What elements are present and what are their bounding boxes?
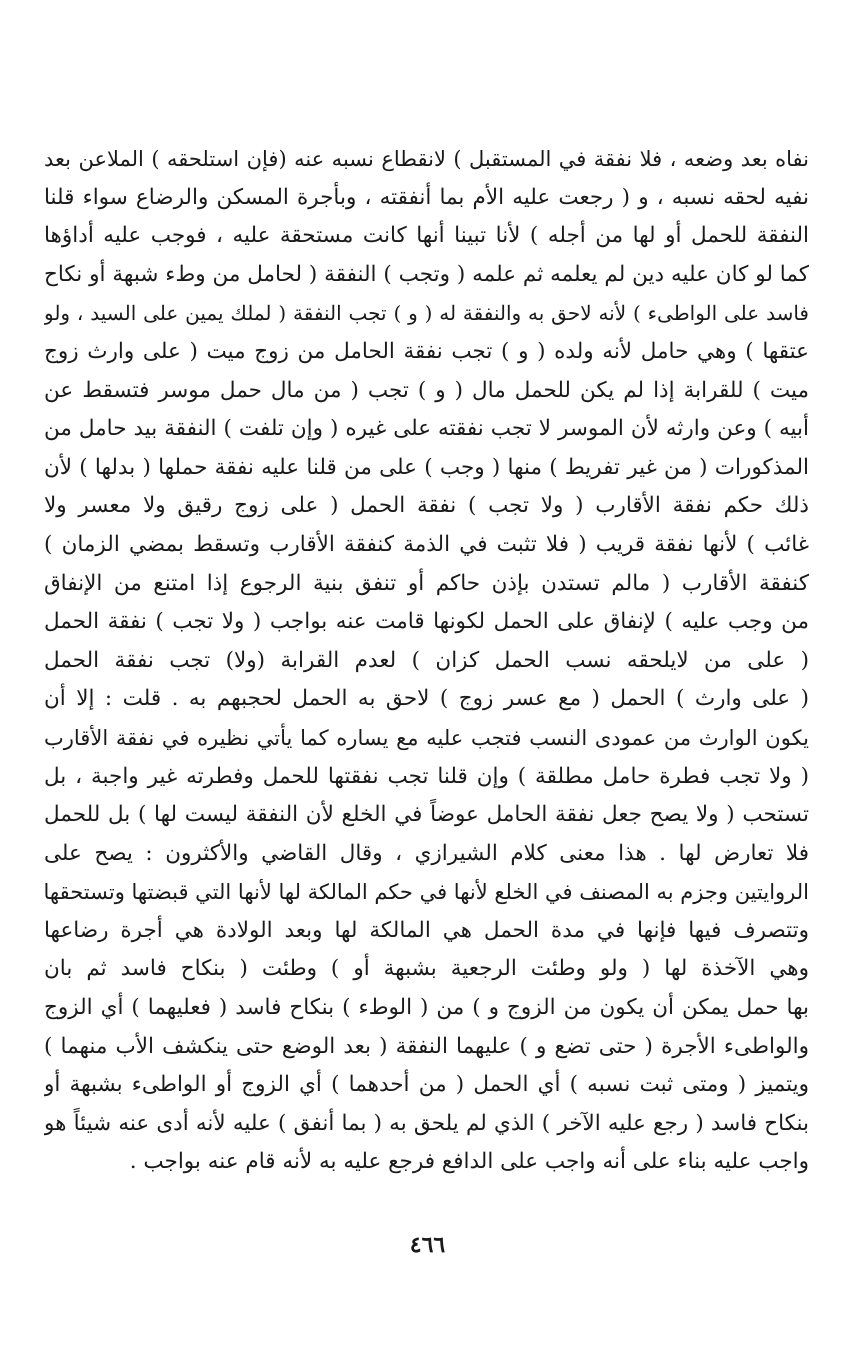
text-line: كنفقة الأقارب ( مالم تستدن بإذن حاكم أو تنفق بنية الرجوع إذا امتنع من الإنفاق — [44, 570, 809, 596]
text-line: نفاه بعد وضعه ، فلا نفقة في المستقبل ) لانقطاع نسبه عنه (فإن استلحقه ) الملاعن بعد — [44, 147, 809, 171]
text-line: غائب ) لأنها نفقة قريب ( فلا تثبت في الذمة كنفقة الأقارب وتسقط بمضي الزمان ) — [44, 531, 809, 557]
text-line: ميت ) للقرابة إذا لم يكن للحمل مال ( و ) تجب ( من مال حمل موسر فتسقط عن — [44, 377, 809, 403]
text-line: يكون الوارث من عمودى النسب فتجب عليه مع يساره كما يأتي نظيره في نفقة الأقارب — [44, 725, 809, 750]
text-line: واجب عليه بناء على أنه واجب على الدافع فرجع عليه به لأنه قام عنه بواجب . — [129, 1149, 809, 1175]
text-line: ويتميز ( ومتى ثبت نسبه ) أي الحمل ( من أحدهما ) أي الزوج أو الواطىء بشبهة أو — [44, 1072, 809, 1098]
body-text — [44, 140, 809, 1182]
text-line: ( ولا تجب فطرة حامل مطلقة ) وإن قلنا تجب نفقتها للحمل وفطرته غير واجبة ، بل — [44, 763, 809, 789]
text-line: من وجب عليه ) لإنفاق على الحمل لكونها قامت عنه بواجب ( ولا تجب ) نفقة الحمل — [44, 609, 809, 635]
text-line: بها حمل يمكن أن يكون من الزوج و ) من ( الوطء ) بنكاح فاسد ( فعليهما ) أي الزوج — [44, 995, 809, 1021]
text-line: وهي الآخذة لها ( ولو وطئت الرجعية بشبهة أو ) وطئت ( بنكاح فاسد ثم بان — [44, 956, 809, 982]
text-line: النفقة للحمل أو لها من أجله ) لأنا تبينا أنها كانت مستحقة عليه ، فوجب عليه أداؤها — [44, 223, 809, 249]
text-line: المذكورات ( من غير تفريط ) منها ( وجب ) على من قلنا عليه نفقة حملها ( بدلها ) لأن — [44, 454, 809, 480]
text-line: تستحب ( ولا يصح جعل نفقة الحامل عوضاً في الخلع لأن النفقة ليست لها ) بل للحمل — [44, 802, 809, 828]
text-line: نفيه لحقه نسبه ، و ( رجعت عليه الأم بما أنفقته ، وبأجرة المسكن والرضاع سواء قلنا — [44, 184, 809, 210]
text-line: ذلك حكم نفقة الأقارب ( ولا تجب ) نفقة الحمل ( على زوج رقيق ولا معسر ولا — [44, 493, 809, 519]
text-line: عتقها ) وهي حامل لأنه ولده ( و ) تجب نفقة الحامل من زوج ميت ( على وارث زوج — [44, 338, 809, 364]
text-line: والواطىء الأجرة ( حتى تضع و ) عليهما النفقة ( بعد الوضع حتى ينكشف الأب منهما ) — [44, 1033, 809, 1059]
text-line: بنكاح فاسد ( رجع عليه الآخر ) الذي لم يلحق به ( بما أنفق ) عليه لأنه أدى عنه شيئاً هو — [44, 1110, 809, 1136]
text-line: الروايتين وجزم به المصنف في الخلع لأنها في حكم المالكة لها لأنها التي قبضتها وتستحقها — [44, 880, 809, 905]
text-line: وتتصرف فيها فإنها في مدة الحمل هي المالكة لها وبعد الولادة هي أجرة رضاعها — [44, 917, 809, 943]
text-line: ( على من لايلحقه نسب الحمل كزان ) لعدم القرابة (ولا) تجب نفقة الحمل — [44, 647, 809, 673]
text-line: فاسد على الواطىء ) لأنه لاحق به والنفقة له ( و ) تجب النفقة ( لملك يمين على السيد ، ولو — [44, 301, 809, 326]
text-line: ( على وارث ) الحمل ( مع عسر زوج ) لاحق به الحمل لحجبهم به . قلت : إلا أن — [44, 686, 809, 712]
text-line: أبيه ) وعن وارثه لأن الموسر لا تجب نفقته على غيره ( وإن تلفت ) النفقة بيد حامل من — [44, 416, 809, 442]
page-number: ٤٦٦ — [409, 1232, 446, 1258]
text-line: فلا تعارض لها . هذا معنى كلام الشيرازي ، وقال القاضي والأكثرون : يصح على — [44, 840, 809, 866]
text-line: كما لو كان عليه دين لم يعلمه ثم علمه ( وتجب ) النفقة ( لحامل من وطء شبهة أو نكاح — [44, 261, 809, 287]
